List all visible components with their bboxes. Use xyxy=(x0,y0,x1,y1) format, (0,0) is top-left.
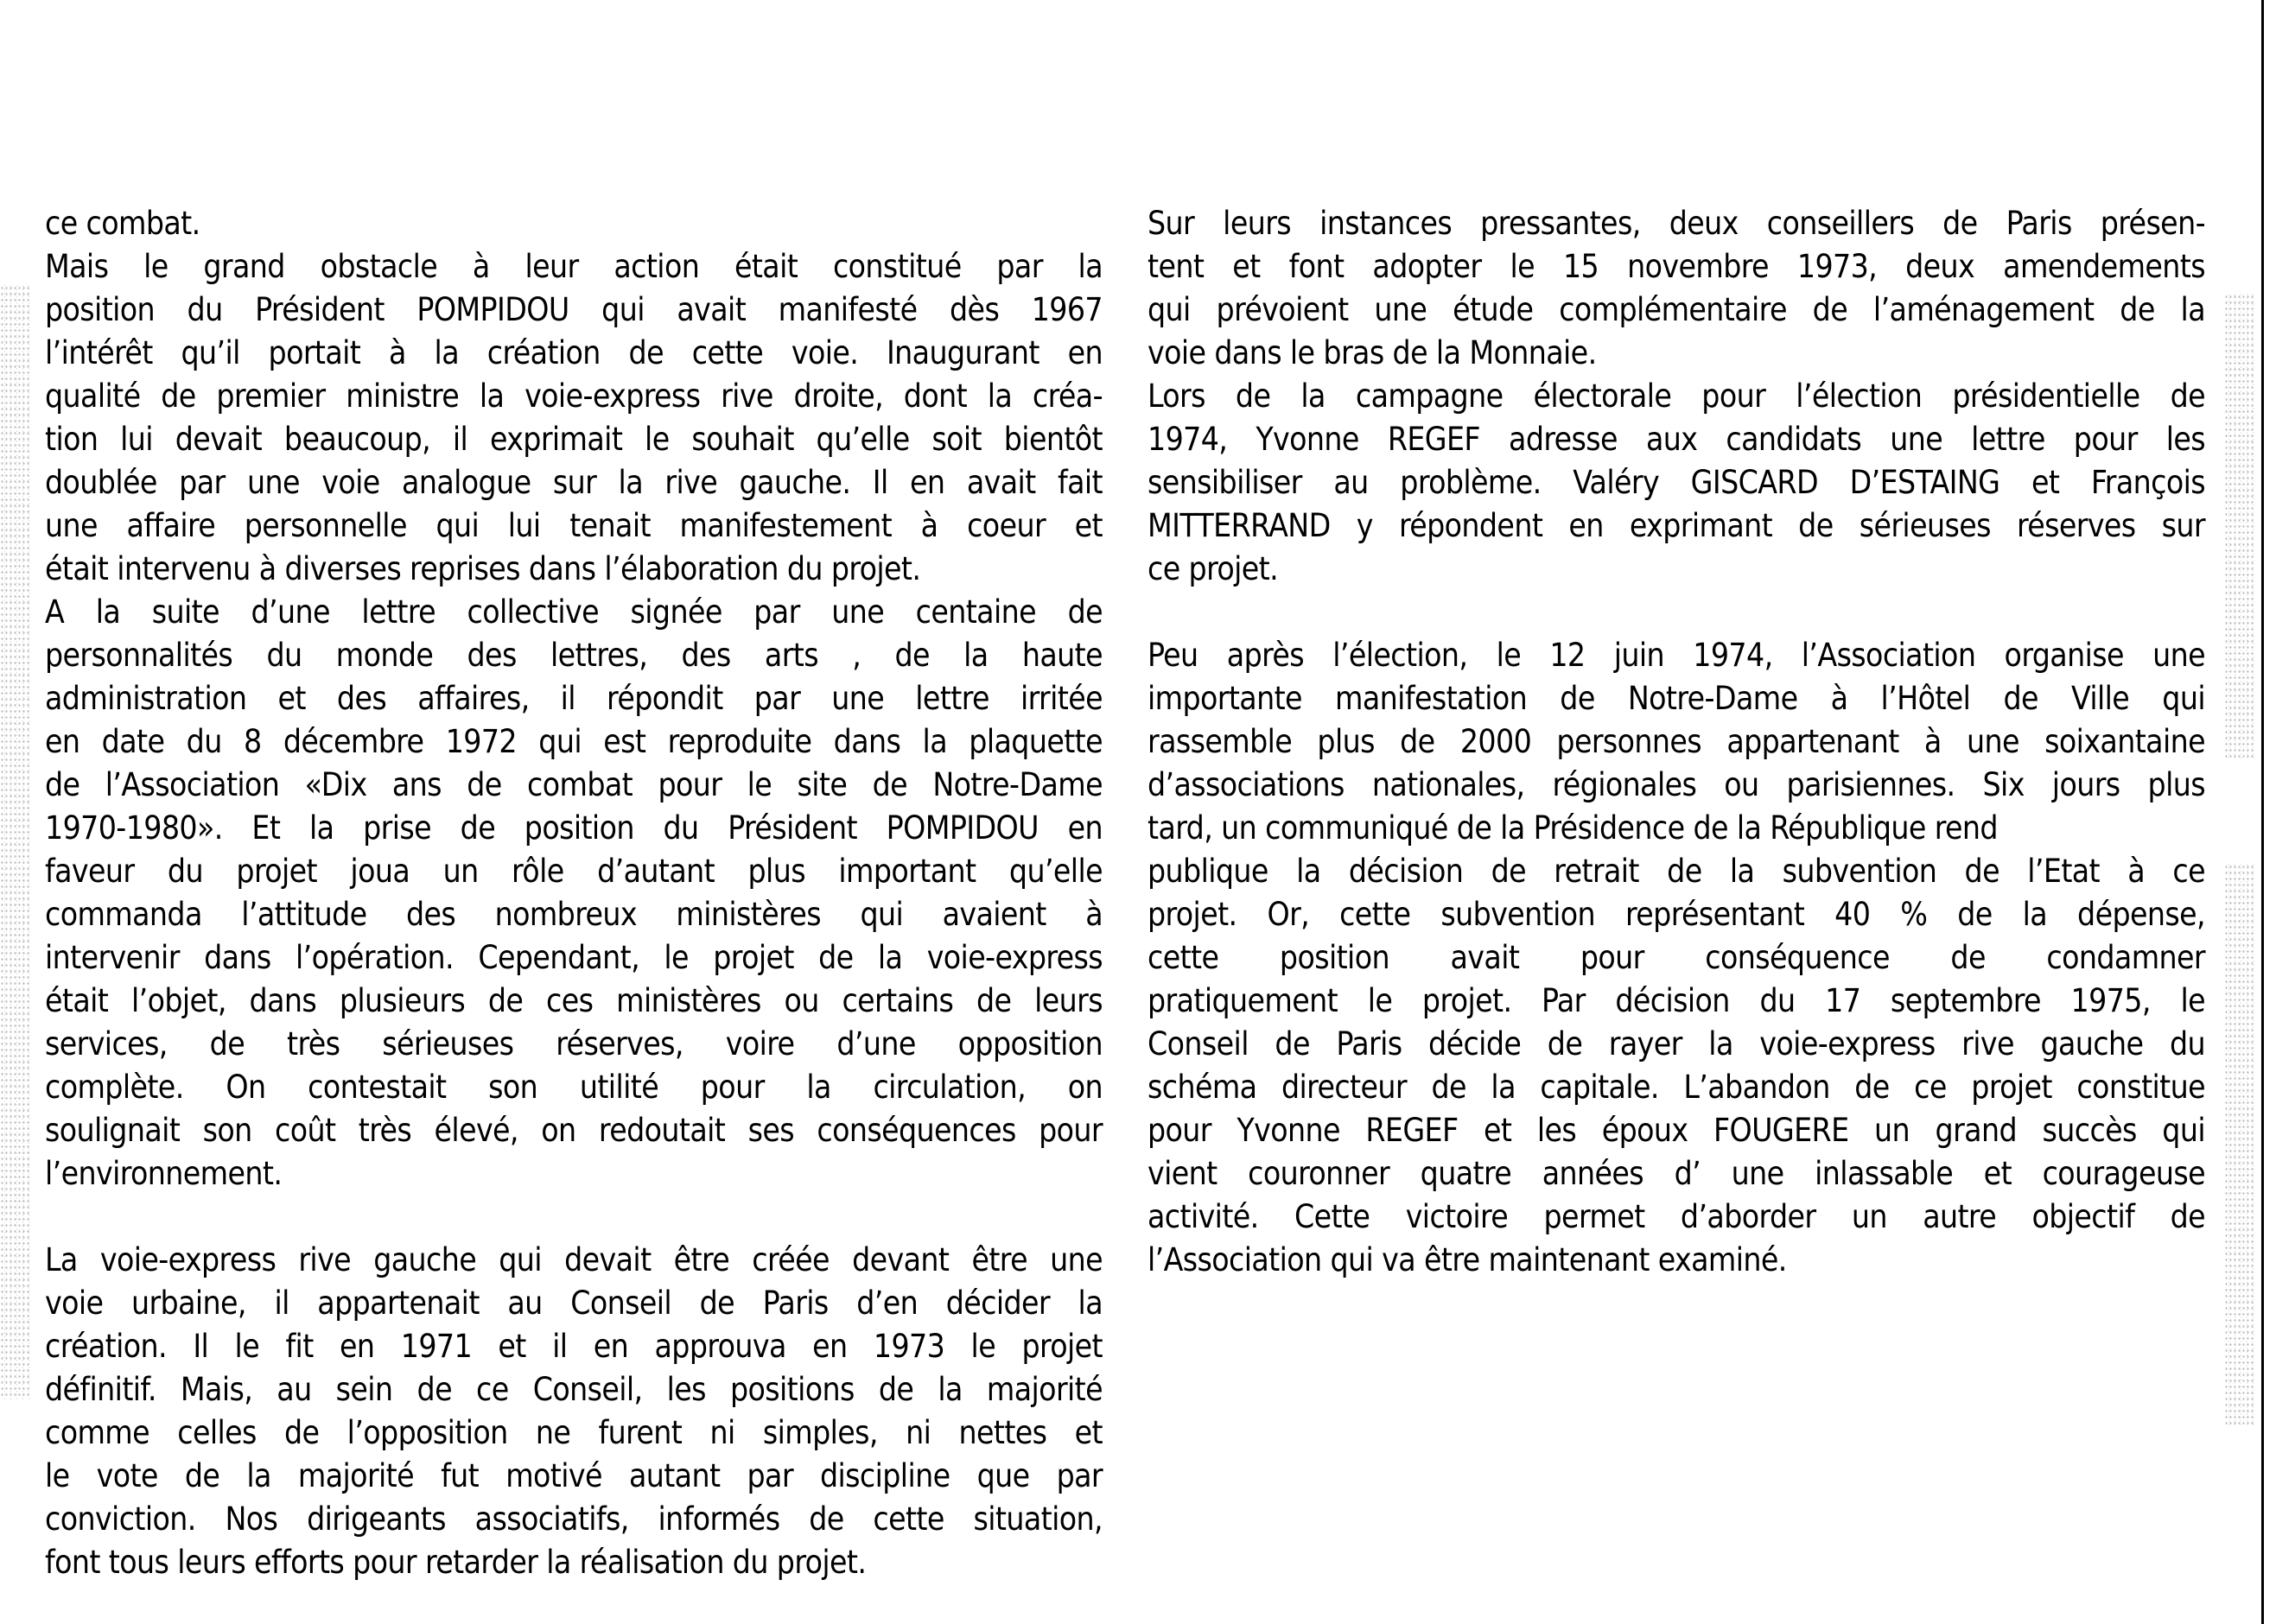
text-line: rassemble plus de 2000 personnes appartenant à une soixantaine xyxy=(1148,723,2205,760)
text-line: projet. Or, cette subvention représentant 40 % de la dépense, xyxy=(1148,896,2205,933)
text-line: pour Yvonne REGEF et les époux FOUGERE un grand succès qui xyxy=(1148,1112,2205,1149)
text-line: font tous leurs efforts pour retarder la réalisation du projet. xyxy=(45,1544,867,1581)
text-line: services, de très sérieuses réserves, voire d’une opposition xyxy=(45,1025,1103,1063)
text-line: tion lui devait beaucoup, il exprimait le souhait qu’elle soit bientôt xyxy=(45,421,1103,458)
page-edge-line xyxy=(2261,0,2264,1624)
scan-noise-left-margin xyxy=(0,285,31,1399)
text-line: publique la décision de retrait de la subvention de l’Etat à ce xyxy=(1148,853,2205,890)
text-line: ce combat. xyxy=(45,205,200,242)
text-line: voie dans le bras de la Monnaie. xyxy=(1148,334,1597,371)
text-line: A la suite d’une lettre collective signée par une centaine de xyxy=(45,593,1103,631)
text-line: personnalités du monde des lettres, des arts , de la haute xyxy=(45,637,1103,674)
text-line: faveur du projet joua un rôle d’autant plus important qu’elle xyxy=(45,853,1103,890)
text-line: Peu après l’élection, le 12 juin 1974, l’Association organise une xyxy=(1148,637,2205,674)
scan-noise-right-margin-upper xyxy=(2224,294,2255,760)
text-line: Lors de la campagne électorale pour l’élection présidentielle de xyxy=(1148,377,2205,415)
left-text-column xyxy=(45,202,1103,1584)
text-line: d’associations nationales, régionales ou parisiennes. Six jours plus xyxy=(1148,766,2205,803)
text-line: sensibiliser au problème. Valéry GISCARD D’ESTAING et François xyxy=(1148,464,2205,501)
text-line: 1974, Yvonne REGEF adresse aux candidats une lettre pour les xyxy=(1148,421,2205,458)
text-line: le vote de la majorité fut motivé autant par discipline que par xyxy=(45,1457,1103,1494)
right-text-column xyxy=(1148,202,2205,1282)
text-line: Conseil de Paris décide de rayer la voie-express rive gauche du xyxy=(1148,1025,2205,1063)
text-line: qui prévoient une étude complémentaire de l’aménagement de la xyxy=(1148,291,2205,328)
text-line: voie urbaine, il appartenait au Conseil de Paris d’en décider la xyxy=(45,1285,1103,1322)
text-line: cette position avait pour conséquence de condamner xyxy=(1148,939,2205,976)
text-line: activité. Cette victoire permet d’aborder un autre objectif de xyxy=(1148,1198,2205,1235)
text-line: MITTERRAND y répondent en exprimant de sérieuses réserves sur xyxy=(1148,507,2205,544)
text-line: définitif. Mais, au sein de ce Conseil, les positions de la majorité xyxy=(45,1371,1103,1408)
text-line: qualité de premier ministre la voie-express rive droite, dont la créa- xyxy=(45,377,1103,415)
text-line: importante manifestation de Notre-Dame à l’Hôtel de Ville qui xyxy=(1148,680,2205,717)
text-line: était l’objet, dans plusieurs de ces ministères ou certains de leurs xyxy=(45,982,1103,1019)
text-line: était intervenu à diverses reprises dans l’élaboration du projet. xyxy=(45,550,921,587)
text-line: conviction. Nos dirigeants associatifs, informés de cette situation, xyxy=(45,1500,1103,1538)
text-line: l’Association qui va être maintenant examiné. xyxy=(1148,1241,1787,1278)
text-line: position du Président POMPIDOU qui avait manifesté dès 1967 xyxy=(45,291,1103,328)
text-line: création. Il le fit en 1971 et il en approuva en 1973 le projet xyxy=(45,1328,1103,1365)
text-line: l’environnement. xyxy=(45,1155,283,1192)
scan-noise-right-margin-lower xyxy=(2224,864,2255,1425)
text-line: en date du 8 décembre 1972 qui est reproduite dans la plaquette xyxy=(45,723,1103,760)
paragraph-gap xyxy=(1148,591,2205,634)
text-line: pratiquement le projet. Par décision du 17 septembre 1975, le xyxy=(1148,982,2205,1019)
text-line: ce projet. xyxy=(1148,550,1279,587)
text-line: vient couronner quatre années d’ une inlassable et courageuse xyxy=(1148,1155,2205,1192)
text-line: 1970-1980». Et la prise de position du Président POMPIDOU en xyxy=(45,809,1103,847)
text-line: La voie-express rive gauche qui devait être créée devant être une xyxy=(45,1241,1103,1278)
text-line: une affaire personnelle qui lui tenait manifestement à coeur et xyxy=(45,507,1103,544)
text-line: soulignait son coût très élevé, on redoutait ses conséquences pour xyxy=(45,1112,1103,1149)
text-line: administration et des affaires, il répondit par une lettre irritée xyxy=(45,680,1103,717)
text-line: intervenir dans l’opération. Cependant, le projet de la voie-express xyxy=(45,939,1103,976)
text-line: Mais le grand obstacle à leur action était constitué par la xyxy=(45,248,1103,285)
text-line: tard, un communiqué de la Présidence de la République rend xyxy=(1148,809,1998,847)
text-line: comme celles de l’opposition ne furent ni simples, ni nettes et xyxy=(45,1414,1103,1451)
text-line: tent et font adopter le 15 novembre 1973, deux amendements xyxy=(1148,248,2205,285)
text-line: l’intérêt qu’il portait à la création de cette voie. Inaugurant en xyxy=(45,334,1103,371)
text-line: doublée par une voie analogue sur la rive gauche. Il en avait fait xyxy=(45,464,1103,501)
text-line: de l’Association «Dix ans de combat pour le site de Notre-Dame xyxy=(45,766,1103,803)
paragraph-gap xyxy=(45,1196,1103,1239)
text-line: complète. On contestait son utilité pour la circulation, on xyxy=(45,1069,1103,1106)
text-line: commanda l’attitude des nombreux ministères qui avaient à xyxy=(45,896,1103,933)
text-line: Sur leurs instances pressantes, deux conseillers de Paris présen- xyxy=(1148,205,2205,242)
text-line: schéma directeur de la capitale. L’abandon de ce projet constitue xyxy=(1148,1069,2205,1106)
